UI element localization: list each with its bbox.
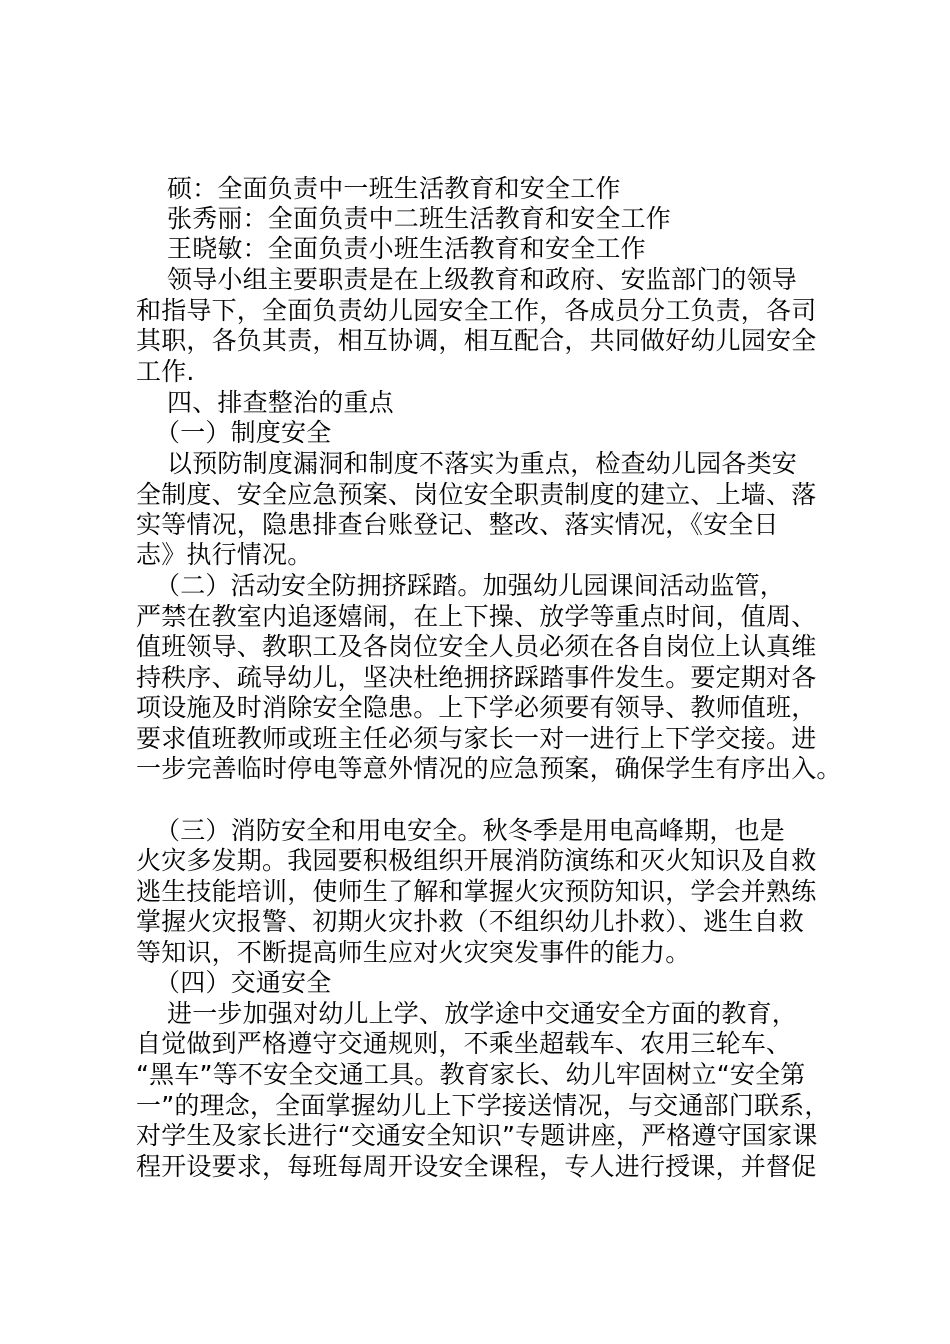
text-line: 火灾多发期。我园要积极组织开展消防演练和灭火知识及自救 [136,846,817,875]
text-line: 志》执行情况。 [136,540,313,569]
text-line: 王晓敏：全面负责小班生活教育和安全工作 [167,234,646,263]
text-line: 一”的理念，全面掌握幼儿上下学接送情况，与交通部门联系， [136,1091,830,1120]
section-heading: 四、排查整治的重点 [167,388,394,417]
text-line: 对学生及家长进行“交通安全知识”专题讲座，严格遵守国家课 [136,1121,818,1150]
text-line: 其职，各负其责，相互协调，相互配合，共同做好幼儿园安全 [136,326,817,355]
text-line: 自觉做到严格遵守交通规则，不乘坐超载车、农用三轮车、 [136,1029,792,1058]
text-line: 等知识，不断提高师生应对火灾突发事件的能力。 [136,938,691,967]
text-line: 领导小组主要职责是在上级教育和政府、安监部门的领导 [167,265,798,294]
subsection-heading: （四）交通安全 [155,968,332,997]
text-line: 张秀丽：全面负责中二班生活教育和安全工作 [167,204,672,233]
text-line: 值班领导、教职工及各岗位安全人员必须在各自岗位上认真维 [136,632,817,661]
text-line: 实等情况，隐患排查台账登记、整改、落实情况，《安全日 [136,510,779,539]
text-line: 和指导下，全面负责幼儿园安全工作，各成员分工负责，各司 [136,296,817,325]
text-line: 进一步加强对幼儿上学、放学途中交通安全方面的教育， [167,999,798,1028]
text-line: （三）消防安全和用电安全。秋冬季是用电高峰期，也是 [155,816,786,845]
text-line: 程开设要求，每班每周开设安全课程，专人进行授课，并督促 [136,1152,817,1181]
text-line: 严禁在教室内追逐嬉闹，在上下操、放学等重点时间，值周、 [136,602,817,631]
subsection-heading: （一）制度安全 [155,418,332,447]
text-line: “黑车”等不安全交通工具。教育家长、幼儿牢固树立“安全第 [136,1060,806,1089]
text-line: 持秩序、疏导幼儿，坚决杜绝拥挤踩踏事件发生。要定期对各 [136,663,817,692]
text-line: 以预防制度漏洞和制度不落实为重点，检查幼儿园各类安 [167,449,798,478]
text-line: 一步完善临时停电等意外情况的应急预案，确保学生有序出入。 [136,754,842,783]
text-line: 掌握火灾报警、初期火灾扑救（不组织幼儿扑救）、逃生自救 [136,907,804,936]
text-line: 逃生技能培训，使师生了解和掌握火灾预防知识，学会并熟练 [136,877,817,906]
text-line: 全制度、安全应急预案、岗位安全职责制度的建立、上墙、落 [136,480,817,509]
text-line: 工作. [136,357,195,386]
text-line: 硕：全面负责中一班生活教育和安全工作 [167,174,621,203]
text-line: 要求值班教师或班主任必须与家长一对一进行上下学交接。进 [136,724,817,753]
text-line: （二）活动安全防拥挤踩踏。加强幼儿园课间活动监管， [155,571,786,600]
text-line: 项设施及时消除安全隐患。上下学必须要有领导、教师值班， [136,693,817,722]
